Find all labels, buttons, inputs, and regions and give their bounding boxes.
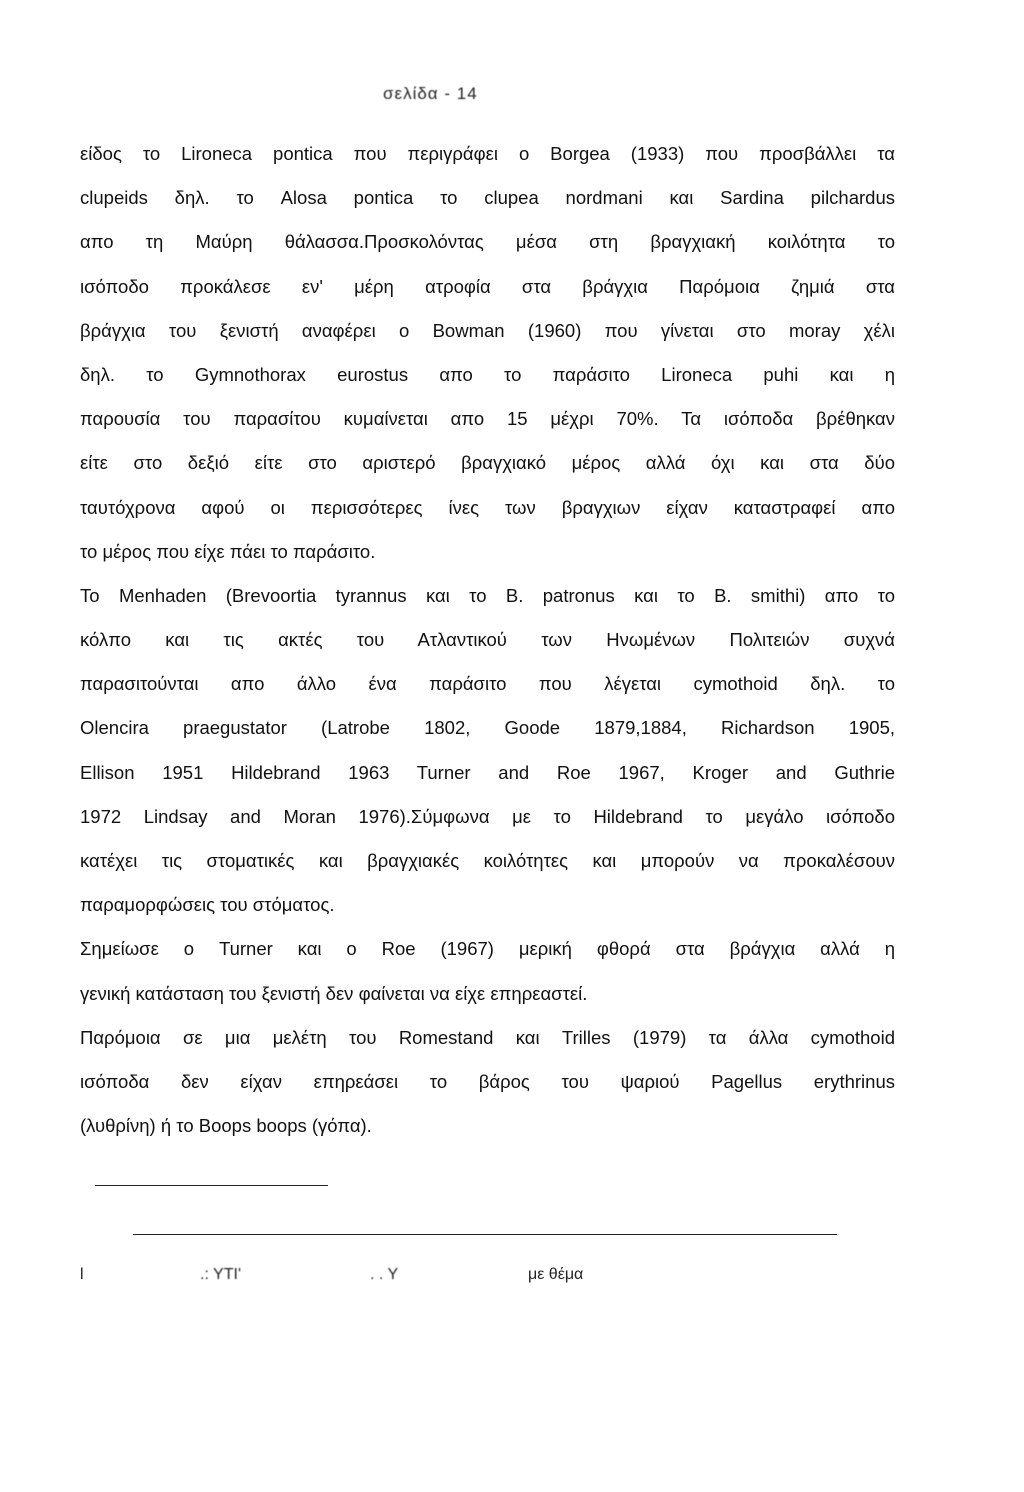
text-line: Ellison 1951 Hildebrand 1963 Turner and Roe 1967, Kroger and Guthrie bbox=[80, 761, 895, 783]
text-line: ισόποδο προκάλεσε εν' μέρη ατροφία στα βράγχια Παρόμοια ζημιά στα bbox=[80, 275, 895, 297]
text-line: Παρόμοια σε μια μελέτη του Romestand και Trilles (1979) τα άλλα cymothoid bbox=[80, 1026, 895, 1048]
text-line: κατέχει τις στοματικές και βραγχιακές κοιλότητες και μπορούν να προκαλέσουν bbox=[80, 850, 895, 871]
text-line: το μέρος που είχε πάει το παράσιτο. bbox=[80, 540, 376, 562]
text-line: Olencira praegustator (Latrobe 1802, Goode 1879,1884, Richardson 1905, bbox=[80, 717, 895, 739]
footnote-separator-short bbox=[95, 1185, 328, 1186]
text-line: Το Menhaden (Brevoortia tyrannus και το B. patronus και το B. smithi) απο το bbox=[80, 584, 895, 606]
text-line: 1972 Lindsay and Moran 1976).Σύμφωνα με το Hildebrand το μεγάλο ισόποδο bbox=[80, 805, 895, 827]
text-line: clupeids δηλ. το Alosa pontica το clupea nordmani και Sardina pilchardus bbox=[80, 187, 895, 209]
footer-fragment: l bbox=[80, 1266, 84, 1283]
footer-fragment: . . Υ bbox=[370, 1266, 399, 1283]
text-line: Σημείωσε ο Turner και ο Roe (1967) μερική φθορά στα βράγχια αλλά η bbox=[80, 938, 895, 960]
text-line: κόλπο και τις ακτές του Ατλαντικού των Ηνωμένων Πολιτειών συχνά bbox=[80, 629, 895, 651]
text-line: (λυθρίνη) ή το Boops boops (γόπα). bbox=[80, 1115, 372, 1137]
text-line: είτε στο δεξιό είτε στο αριστερό βραγχιακό μέρος αλλά όχι και στα δύο bbox=[80, 452, 895, 474]
text-line: γενική κατάσταση του ξενιστή δεν φαίνεται να είχε επηρεαστεί. bbox=[80, 982, 588, 1004]
text-line: ταυτόχρονα αφού οι περισσότερες ίνες των βραγχιων είχαν καταστραφεί απο bbox=[80, 496, 895, 518]
page-number: σελίδα - 14 bbox=[383, 84, 478, 103]
footer-fragment: .: ΥΤΙ' bbox=[200, 1266, 241, 1283]
body-text bbox=[80, 132, 895, 1148]
footnote-separator-long bbox=[133, 1234, 837, 1235]
text-line: ισόποδα δεν είχαν επηρεάσει το βάρος του ψαριού Pagellus erythrinus bbox=[80, 1070, 895, 1092]
text-line: παρουσία του παρασίτου κυμαίνεται απο 15 μέχρι 70%. Τα ισόποδα βρέθηκαν bbox=[80, 408, 895, 430]
text-line: απο τη Μαύρη θάλασσα.Προσκολόντας μέσα στη βραγχιακή κοιλότητα το bbox=[80, 231, 895, 253]
text-line: παραμορφώσεις του στόματος. bbox=[80, 894, 335, 916]
text-line: βράγχια του ξενιστή αναφέρει ο Bowman (1960) που γίνεται στο moray χέλι bbox=[80, 319, 895, 341]
footer-fragment: με θέμα bbox=[528, 1266, 584, 1283]
text-line: δηλ. το Gymnothorax eurostus απο το παράσιτο Lironeca puhi και η bbox=[80, 363, 895, 385]
text-line: είδος το Lironeca pontica που περιγράφει ο Borgea (1933) που προσβάλλει τα bbox=[80, 143, 895, 164]
text-line: παρασιτούνται απο άλλο ένα παράσιτο που λέγεται cymothoid δηλ. το bbox=[80, 673, 895, 695]
